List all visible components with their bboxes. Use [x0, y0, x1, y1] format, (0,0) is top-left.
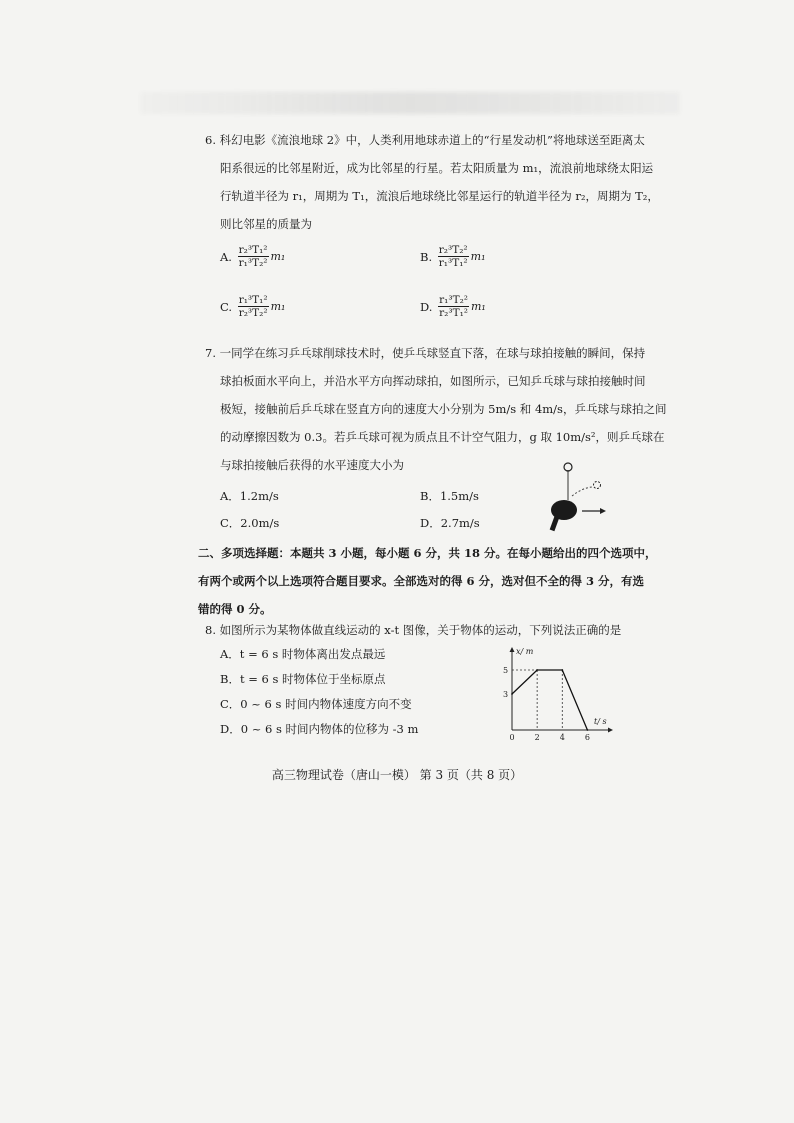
q6-option-a-fraction — [238, 244, 269, 269]
q8-option-a: A．t = 6 s 时物体离出发点最远 — [220, 647, 386, 661]
paddle-handle-icon — [550, 515, 560, 531]
q8-stem: 8. 如图所示为某物体做直线运动的 x-t 图像，关于物体的运动，下列说法正确的是 — [205, 623, 622, 637]
x-tick-label: 6 — [584, 733, 591, 742]
pingpong-illustration — [540, 458, 620, 538]
q6-option-d-denominator: r₂³T₁² — [439, 307, 468, 319]
q6-option-b-numerator: r₂³T₂² — [438, 244, 468, 256]
x-tick-label: 0 — [509, 733, 515, 742]
q6-option-b-label: B. — [420, 249, 433, 264]
q8-option-c: C．0 ~ 6 s 时间内物体速度方向不变 — [220, 697, 412, 711]
arrow-head-icon — [600, 508, 606, 514]
q7-line-4: 的动摩擦因数为 0.3。若乒乓球可视为质点且不计空气阻力，g 取 10m/s²，则乒乓球在 — [220, 430, 665, 444]
q7-line-5: 与球拍接触后获得的水平速度大小为 — [220, 458, 404, 472]
q7-option-c: C．2.0m/s — [220, 516, 280, 530]
q6-option-c-label: C. — [220, 299, 233, 314]
xt-series-line — [512, 670, 587, 730]
xt-data-point — [561, 669, 563, 671]
q7-option-a: A．1.2m/s — [220, 489, 279, 503]
xt-axes — [503, 647, 613, 742]
q7-option-b: B．1.5m/s — [420, 489, 479, 503]
q8-option-d: D．0 ~ 6 s 时间内物体的位移为 -3 m — [220, 722, 419, 736]
q6-line-1: 6. 科幻电影《流浪地球 2》中，人类利用地球赤道上的“行星发动机”将地球送至距离太 — [205, 133, 645, 147]
q6-option-d-fraction — [438, 294, 469, 319]
q6-line-2: 阳系很远的比邻星附近，成为比邻星的行星。若太阳质量为 m₁，流浪前地球绕太阳运 — [220, 161, 654, 175]
y-tick-label: 3 — [503, 690, 509, 699]
q7-line-2: 球拍板面水平向上，并沿水平方向挥动球拍，如图所示，已知乒乓球与球拍接触时间 — [220, 374, 646, 388]
x-axis-arrow-icon — [608, 728, 613, 733]
q6-option-a-label: A. — [220, 249, 232, 264]
q6-line-3: 行轨道半径为 r₁，周期为 T₁，流浪后地球绕比邻星运行的轨道半径为 r₂，周期为 T₂， — [220, 189, 659, 203]
q6-line-4: 则比邻星的质量为 — [220, 217, 312, 231]
page-footer: 高三物理试卷（唐山一模） 第 3 页（共 8 页） — [271, 768, 523, 782]
x-tick-label: 4 — [559, 733, 565, 742]
section2-line-2: 有两个或两个以上选项符合题目要求。全部选对的得 6 分，选对但不全的得 3 分，有选 — [198, 574, 645, 588]
q6-option-c-mass: m₁ — [270, 299, 286, 313]
y-axis-label: x/ m — [516, 647, 534, 656]
q7-line-1: 7. 一同学在练习乒乓球削球技术时，使乒乓球竖直下落，在球与球拍接触的瞬间，保持 — [205, 346, 646, 360]
x-tick-label: 2 — [534, 733, 540, 742]
xt-marks — [511, 669, 588, 731]
q6-option-d — [420, 294, 486, 319]
ball-before-icon — [564, 463, 572, 471]
section2-line-1: 二、多项选择题：本题共 3 小题，每小题 6 分，共 18 分。在每小题给出的四个选项中， — [198, 546, 657, 560]
q6-option-c-numerator: r₁³T₁² — [238, 294, 268, 306]
q6-option-a-mass: m₁ — [270, 249, 286, 263]
xt-data-point — [587, 729, 589, 731]
q6-option-b-fraction — [438, 244, 469, 269]
q8-option-b: B．t = 6 s 时物体位于坐标原点 — [220, 672, 386, 686]
q6-option-b-denominator: r₁³T₁² — [438, 257, 468, 269]
q6-option-a — [220, 244, 285, 269]
q6-option-b-mass: m₁ — [470, 249, 486, 263]
q6-option-a-denominator: r₁³T₂² — [238, 257, 268, 269]
y-tick-label: 5 — [503, 666, 509, 675]
scan-noise-band — [140, 92, 680, 114]
section2-line-3: 错的得 0 分。 — [198, 602, 272, 616]
q6-option-c-denominator: r₂³T₂² — [238, 307, 268, 319]
xt-data-point — [536, 669, 538, 671]
ball-after-icon — [594, 482, 601, 489]
q7-option-d: D．2.7m/s — [420, 516, 480, 530]
q7-line-3: 极短，接触前后乒乓球在竖直方向的速度大小分别为 5m/s 和 4m/s，乒乓球与球拍之间 — [220, 402, 667, 416]
q6-option-d-mass: m₁ — [471, 299, 486, 313]
ball-trajectory — [572, 487, 592, 496]
q6-option-a-numerator: r₂³T₁² — [238, 244, 268, 256]
q6-option-c — [220, 294, 285, 319]
xt-graph — [498, 646, 618, 742]
q6-option-d-label: D. — [420, 299, 433, 314]
q6-option-d-numerator: r₁³T₂² — [439, 294, 468, 306]
y-axis-arrow-icon — [510, 647, 515, 652]
xt-data-point — [511, 693, 513, 695]
q6-option-b — [420, 244, 485, 269]
q6-option-c-fraction — [238, 294, 269, 319]
x-axis-label: t/ s — [594, 717, 607, 726]
